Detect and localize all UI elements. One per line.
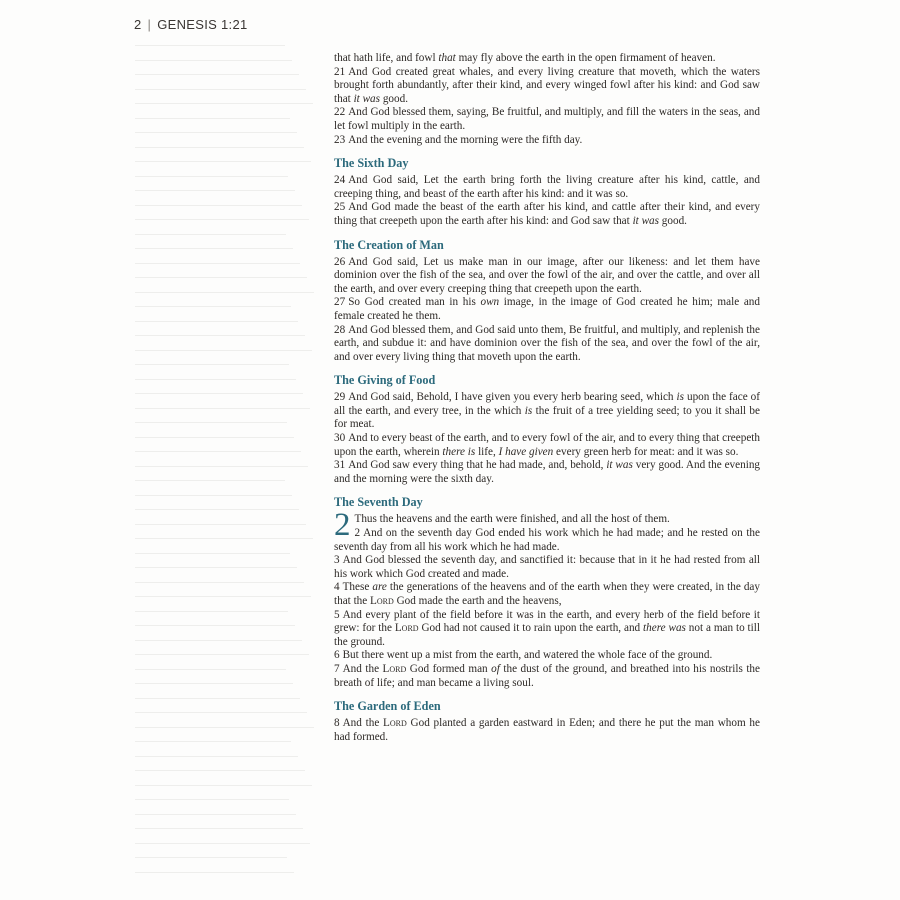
note-rule [135, 161, 311, 162]
verse-number: 8 [334, 717, 340, 730]
verse-number: 25 [334, 201, 346, 214]
note-rule [135, 712, 307, 713]
verse-text: And on the seventh day God ended his work which he had made; and he rested on the seventh day from all his work which he had made. [334, 527, 760, 553]
verse-number: 2 [354, 527, 361, 540]
note-rule [135, 611, 288, 612]
note-rule [135, 770, 305, 771]
verse-number: 27 [334, 296, 346, 309]
note-rule [135, 379, 296, 380]
verse [334, 296, 760, 323]
note-rule [135, 814, 296, 815]
note-rule [135, 785, 312, 786]
chapter-reference: GENESIS 1:21 [157, 17, 248, 32]
note-rule [135, 828, 303, 829]
verse-text: And God made the beast of the earth after his kind, and cattle after their kind, and every thing that creepeth upon the earth after his kind: and God saw that it was good. [334, 201, 760, 227]
verse [334, 391, 760, 432]
note-rule [135, 60, 292, 61]
note-rule [135, 335, 305, 336]
note-rule [135, 799, 289, 800]
verse-number: 7 [334, 662, 340, 675]
verse-text: And to every beast of the earth, and to every fowl of the air, and to every thing that creepeth upon the earth, wherein there is life, I have given every green herb for meat: and it was so. [334, 432, 760, 458]
verse [334, 256, 760, 297]
chapter-number: 2 [334, 507, 351, 544]
verse-number: 28 [334, 323, 346, 336]
note-rule [135, 321, 298, 322]
note-rule [135, 205, 302, 206]
note-rule [135, 45, 285, 46]
verse [334, 201, 760, 228]
note-rule [135, 103, 313, 104]
verse-number: 3 [334, 554, 340, 567]
note-rule [135, 741, 291, 742]
verse [334, 554, 760, 581]
scripture-text [334, 52, 760, 744]
note-rule [135, 640, 302, 641]
note-rule [135, 567, 297, 568]
verse-text: But there went up a mist from the earth, and watered the whole face of the ground. [342, 649, 713, 662]
verse [334, 717, 760, 744]
note-rule [135, 553, 290, 554]
note-rule [135, 582, 304, 583]
note-rule [135, 263, 300, 264]
note-rule [135, 118, 290, 119]
verse-text: And the evening and the morning were the fifth day. [348, 133, 583, 146]
note-rule [135, 596, 311, 597]
note-rule [135, 350, 312, 351]
note-rule [135, 277, 307, 278]
verse-text: And God said, Behold, I have given you every herb bearing seed, which is upon the face of all the earth, and every tree, in the which is the fruit of a tree yielding seed; to you it shall be for meat. [334, 391, 760, 431]
note-rule [135, 872, 294, 873]
note-rule [135, 698, 300, 699]
verse-text: And God created great whales, and every living creature that moveth, which the waters brought forth abundantly, after their kind, and every winged fowl after his kind: and God saw that it was good. [334, 65, 760, 105]
note-rule [135, 538, 313, 539]
note-rule [135, 756, 298, 757]
note-rule [135, 393, 303, 394]
note-rule [135, 74, 299, 75]
verse [334, 663, 760, 690]
note-rule [135, 176, 288, 177]
verse [334, 134, 760, 148]
note-rule [135, 654, 309, 655]
verse-text: And God blessed the seventh day, and sanctified it: because that in it he had rested from all his work which God created and made. [334, 554, 760, 580]
note-rule [135, 306, 291, 307]
verse [334, 52, 760, 66]
verse [334, 106, 760, 133]
verse-text: And God blessed them, saying, Be fruitful, and multiply, and fill the waters in the seas, and let fowl multiply in the earth. [334, 106, 760, 132]
head-separator: | [147, 17, 152, 32]
note-rule [135, 857, 287, 858]
note-rule [135, 147, 304, 148]
verse-text: And God said, Let us make man in our image, after our likeness: and let them have dominion over the fish of the sea, and over the fowl of the air, and over the cattle, and over all the earth, and over every creeping thing that creepeth upon the earth. [334, 255, 760, 295]
verse-number: 24 [334, 174, 346, 187]
verse-number: 29 [334, 391, 346, 404]
notes-column [135, 45, 315, 885]
verse-number: 22 [334, 106, 346, 119]
verse [334, 609, 760, 650]
note-rule [135, 495, 292, 496]
note-rule [135, 451, 301, 452]
verse-text: So God created man in his own image, in the image of God created he him; male and female created he them. [334, 296, 760, 322]
verse-text: And God blessed them, and God said unto them, Be fruitful, and multiply, and replenish the earth, and subdue it: and have dominion over the fish of the sea, and over the fowl of the air, and over every living thing that moveth upon the earth. [334, 323, 760, 363]
verse-number: 4 [334, 581, 340, 594]
verse [334, 324, 760, 365]
note-rule [135, 248, 293, 249]
note-rule [135, 843, 310, 844]
verse-number: 31 [334, 459, 346, 472]
verse-text: These are the generations of the heavens and of the earth when they were created, in the day that the Lord God made the earth and the heavens, [334, 581, 760, 607]
verse [334, 649, 760, 663]
note-rule [135, 219, 309, 220]
verse-number: 6 [334, 649, 340, 662]
verse-text: And every plant of the field before it was in the earth, and every herb of the field before it grew: for the Lord God had not caused it to rain upon the earth, and there was not a man to till the ground. [334, 608, 760, 648]
verse-text: And God saw every thing that he had made, and, behold, it was very good. And the evening and the morning were the sixth day. [334, 459, 761, 485]
note-rule [135, 190, 295, 191]
verse-text: And God said, Let the earth bring forth the living creature after his kind, cattle, and creeping thing, and beast of the earth after his kind: and it was so. [334, 174, 760, 200]
verse-number: 21 [334, 65, 346, 78]
note-rule [135, 364, 289, 365]
verse [334, 459, 760, 486]
verse-number: 23 [334, 133, 346, 146]
note-rule [135, 132, 297, 133]
verse-text: that hath life, and fowl that may fly above the earth in the open firmament of heaven. [334, 52, 716, 64]
section-heading: The Sixth Day [334, 156, 409, 171]
section-heading: The Garden of Eden [334, 699, 441, 714]
section-heading: The Seventh Day [334, 495, 423, 510]
note-rule [135, 524, 306, 525]
note-rule [135, 683, 293, 684]
verse [334, 174, 760, 201]
running-head [134, 17, 248, 32]
note-rule [135, 422, 287, 423]
note-rule [135, 669, 286, 670]
note-rule [135, 625, 295, 626]
page-number: 2 [134, 17, 142, 32]
verse [334, 66, 760, 107]
note-rule [135, 437, 294, 438]
note-rule [135, 292, 314, 293]
note-rule [135, 466, 308, 467]
note-rule [135, 480, 285, 481]
note-rule [135, 509, 299, 510]
note-rule [135, 234, 286, 235]
verse-number: 5 [334, 608, 340, 621]
note-rule [135, 408, 310, 409]
verse [334, 527, 760, 554]
note-rule [135, 727, 314, 728]
verse-number: 26 [334, 255, 346, 268]
verse [334, 432, 760, 459]
verse-number: 30 [334, 432, 346, 445]
verse-text: And the Lord God planted a garden eastward in Eden; and there he put the man whom he had formed. [334, 717, 760, 743]
verse [334, 581, 760, 608]
verse-text: Thus the heavens and the earth were finished, and all the host of them. [354, 513, 670, 526]
verse-text: And the Lord God formed man of the dust of the ground, and breathed into his nostrils the breath of life; and man became a living soul. [334, 662, 760, 689]
section-heading: The Giving of Food [334, 373, 436, 388]
note-rule [135, 89, 306, 90]
section-heading: The Creation of Man [334, 237, 444, 252]
